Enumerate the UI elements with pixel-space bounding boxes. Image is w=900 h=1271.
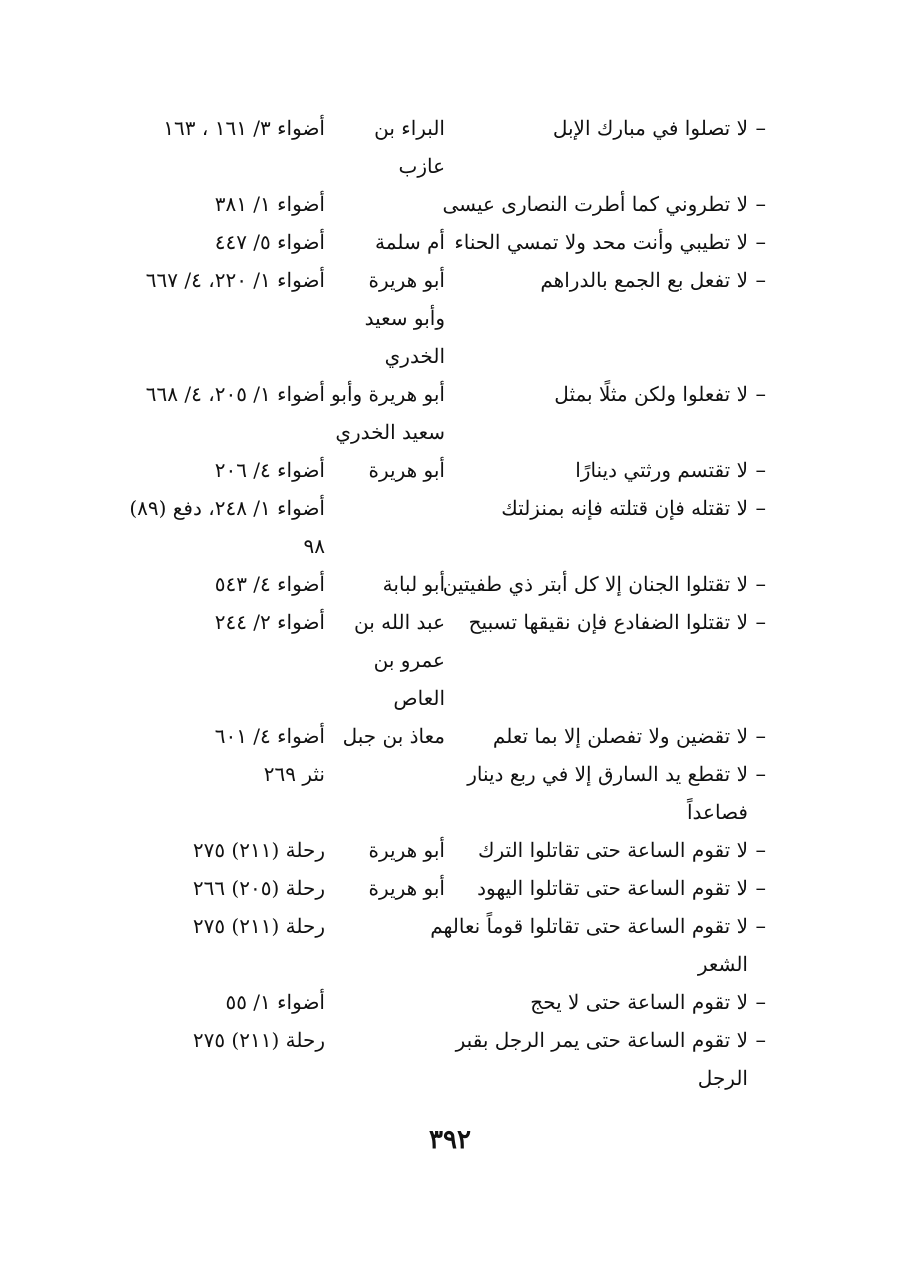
- index-entry: [0, 1020, 900, 1096]
- entry-line: [0, 982, 900, 1020]
- narrator-text: أبو لبابة: [382, 572, 445, 596]
- hadith-text: لا تفعلوا ولكن مثلًا بمثل: [554, 382, 748, 406]
- narrator-text: عمرو بن: [373, 648, 445, 672]
- reference-text: أضواء ٣/ ١٦١ ، ١٦٣: [163, 116, 325, 140]
- narrator-text: العاص: [393, 686, 445, 710]
- reference-text: رحلة (٢٠٥) ٢٦٦: [192, 876, 325, 900]
- narrator-text: سعيد الخدري: [335, 420, 445, 444]
- entry-dash: –: [755, 610, 766, 634]
- entry-line: [0, 184, 900, 222]
- entry-line: [0, 640, 900, 678]
- hadith-text: لا تقوم الساعة حتى تقاتلوا اليهود: [477, 876, 748, 900]
- hadith-text: لا تقوم الساعة حتى يمر الرجل بقبر: [455, 1028, 748, 1052]
- entry-line: [0, 222, 900, 260]
- index-entry: [0, 868, 900, 906]
- hadith-text: لا تقتله فإن قتلته فإنه بمنزلتك: [501, 496, 748, 520]
- entry-line: [0, 412, 900, 450]
- entry-dash: –: [755, 268, 766, 292]
- hadith-text: لا تفعل بع الجمع بالدراهم: [540, 268, 748, 292]
- reference-text: أضواء ١/ ٢٤٨، دفع (٨٩): [129, 496, 325, 520]
- entry-dash: –: [755, 838, 766, 862]
- entry-line: [0, 830, 900, 868]
- hadith-text: لا تقوم الساعة حتى تقاتلوا قوماً نعالهم: [430, 914, 748, 938]
- hadith-text: لا تطروني كما أطرت النصارى عيسى: [442, 192, 748, 216]
- index-entry: [0, 830, 900, 868]
- index-entry: [0, 108, 900, 184]
- narrator-text: وأبو سعيد: [364, 306, 445, 330]
- index-entry: [0, 374, 900, 450]
- narrator-text: أبو هريرة وأبو: [331, 382, 445, 406]
- entry-line: [0, 450, 900, 488]
- entry-line: [0, 716, 900, 754]
- reference-text: أضواء ٤/ ٢٠٦: [214, 458, 325, 482]
- hadith-text: لا تقطع يد السارق إلا في ربع دينار: [467, 762, 748, 786]
- entry-line: [0, 944, 900, 982]
- reference-text: أضواء ١/ ٢٢٠، ٤/ ٦٦٧: [145, 268, 325, 292]
- entry-dash: –: [755, 230, 766, 254]
- entry-line: [0, 298, 900, 336]
- reference-text: رحلة (٢١١) ٢٧٥: [192, 914, 325, 938]
- entry-dash: –: [755, 876, 766, 900]
- entry-dash: –: [755, 458, 766, 482]
- reference-text: أضواء ١/ ٢٠٥، ٤/ ٦٦٨: [145, 382, 325, 406]
- hadith-index-list: [0, 108, 900, 1096]
- hadith-text: لا تقتسم ورثتي دينارًا: [575, 458, 748, 482]
- reference-text: رحلة (٢١١) ٢٧٥: [192, 838, 325, 862]
- reference-text: نثر ٢٦٩: [263, 762, 325, 786]
- index-entry: [0, 488, 900, 564]
- entry-dash: –: [755, 762, 766, 786]
- index-entry: [0, 906, 900, 982]
- hadith-text: لا تقوم الساعة حتى لا يحج: [530, 990, 748, 1014]
- entry-dash: –: [755, 192, 766, 216]
- entry-dash: –: [755, 382, 766, 406]
- entry-line: [0, 906, 900, 944]
- narrator-text: أم سلمة: [375, 230, 445, 254]
- index-entry: [0, 716, 900, 754]
- entry-line: [0, 754, 900, 792]
- entry-line: [0, 868, 900, 906]
- reference-text: أضواء ١/ ٥٥: [225, 990, 325, 1014]
- reference-text: أضواء ٤/ ٥٤٣: [214, 572, 325, 596]
- hadith-text: الرجل: [697, 1066, 748, 1090]
- entry-line: [0, 260, 900, 298]
- entry-dash: –: [755, 724, 766, 748]
- index-entry: [0, 754, 900, 830]
- reference-text-continued: ٩٨: [303, 534, 325, 558]
- reference-text: أضواء ٢/ ٢٤٤: [214, 610, 325, 634]
- entry-dash: –: [755, 572, 766, 596]
- entry-line: [0, 374, 900, 412]
- index-entry: [0, 564, 900, 602]
- narrator-text: أبو هريرة: [368, 838, 445, 862]
- page-number: ٣٩٢: [429, 1125, 471, 1155]
- hadith-text: الشعر: [697, 952, 748, 976]
- index-entry: [0, 260, 900, 374]
- index-entry: [0, 222, 900, 260]
- narrator-text: عازب: [398, 154, 445, 178]
- reference-text: أضواء ٤/ ٦٠١: [214, 724, 325, 748]
- entry-dash: –: [755, 914, 766, 938]
- entry-dash: –: [755, 116, 766, 140]
- entry-line: [0, 336, 900, 374]
- entry-line: [0, 108, 900, 146]
- index-entry: [0, 450, 900, 488]
- index-entry: [0, 982, 900, 1020]
- hadith-text: لا تصلوا في مبارك الإبل: [552, 116, 748, 140]
- index-entry: [0, 602, 900, 716]
- entry-line: [0, 1020, 900, 1058]
- entry-dash: –: [755, 990, 766, 1014]
- index-entry: [0, 184, 900, 222]
- hadith-text: لا تقتلوا الضفادع فإن نقيقها تسبيح: [468, 610, 748, 634]
- reference-text: أضواء ١/ ٣٨١: [214, 192, 325, 216]
- hadith-text: لا تقضين ولا تفصلن إلا بما تعلم: [492, 724, 748, 748]
- hadith-text: لا تقتلوا الجنان إلا كل أبتر ذي طفيتين: [442, 572, 748, 596]
- hadith-text: لا تقوم الساعة حتى تقاتلوا الترك: [478, 838, 748, 862]
- narrator-text: أبو هريرة: [368, 876, 445, 900]
- narrator-text: عبد الله بن: [354, 610, 445, 634]
- narrator-text: البراء بن: [374, 116, 445, 140]
- narrator-text: أبو هريرة: [368, 268, 445, 292]
- hadith-text: لا تطيبي وأنت محد ولا تمسي الحناء: [454, 230, 748, 254]
- entry-line: [0, 678, 900, 716]
- entry-dash: –: [755, 1028, 766, 1052]
- entry-line: [0, 1058, 900, 1096]
- reference-text: رحلة (٢١١) ٢٧٥: [192, 1028, 325, 1052]
- entry-line: [0, 146, 900, 184]
- hadith-text: فصاعداً: [687, 800, 748, 824]
- narrator-text: أبو هريرة: [368, 458, 445, 482]
- entry-dash: –: [755, 496, 766, 520]
- entry-line: [0, 488, 900, 526]
- entry-line: [0, 564, 900, 602]
- narrator-text: الخدري: [384, 344, 445, 368]
- entry-line: [0, 792, 900, 830]
- narrator-text: معاذ بن جبل: [342, 724, 445, 748]
- reference-text: أضواء ٥/ ٤٤٧: [214, 230, 325, 254]
- entry-line: [0, 526, 900, 564]
- entry-line: [0, 602, 900, 640]
